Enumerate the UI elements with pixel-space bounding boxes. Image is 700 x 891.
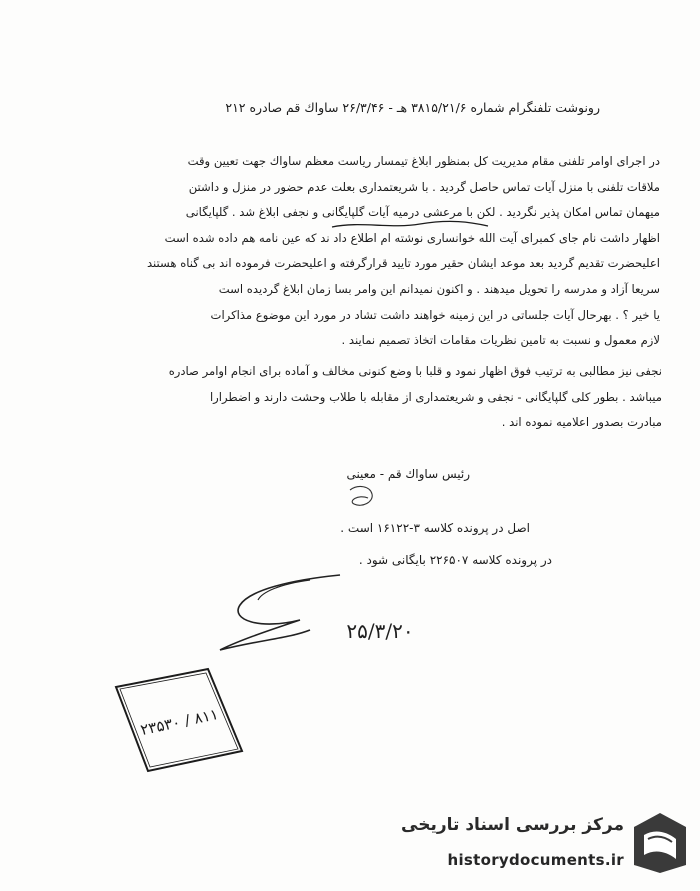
paragraph-2 (28, 359, 662, 436)
archive-stamp (108, 665, 248, 775)
paragraph-1-line: سریعا آزاد و مدرسه را تحویل میدهند . و اکنون نمیدانم این وامر بسا زمان ابلاغ گردیده است (218, 281, 660, 296)
paragraph-1-line: در اجرای اوامر تلفنی مقام مدیریت کل بمنظور ابلاغ تیمسار ریاست معظم ساواك جهت تعیین وقت (187, 154, 660, 168)
stamp-text: ۲۳۵۳۰ / ۸۱۱ (138, 705, 220, 740)
paragraph-1-line: اعلیحضرت تقدیم گردید بعد موعد ایشان حقیر مورد تایید قرارگرفته و اعلیحضرت فرموده اند بی گناه هستند (146, 256, 660, 271)
reference-line-2: در پرونده کلاسه ۲۲۶۵۰۷ بایگانی شود . (358, 553, 552, 567)
paragraph-1-line: اظهار داشت نام جای کمبرای آیت الله خوانساری نوشته ام اطلاع داد ند که عین نامه هم داده شده است (164, 230, 660, 245)
paragraph-1-line: یا خیر ؟ . بهرحال آیات جلساتی در این زمینه خواهند داشت تشاد در مورد این موضوع مذاکرات (210, 307, 660, 322)
paragraph-2-line: نجفی نیز مطالبی به ترتیب فوق اظهار نمود و قلبا با وضع کنونی مخالف و آماده برای انجام اوامر صادره (168, 364, 662, 378)
paragraph-2-line: مبادرت بصدور اعلامیه نموده اند . (501, 415, 662, 430)
paragraph-1 (30, 149, 660, 354)
document-title: رونوشت تلفنگرام شماره ۳۸۱۵/۲۱/۶ هـ - ۲۶/۳/۴۶ ساواك قم صادره ۲۱۲ (225, 100, 600, 115)
paragraph-1-line: لازم معمول و نسبت به تامین نظریات مقامات اتخاذ تصمیم نمایند . (341, 333, 660, 348)
paragraph-1-line: ملاقات تلفنی با منزل آیات تماس حاصل گردید . با شریعتمداری بعلت عدم حضور در منزل و داشتن (188, 179, 660, 194)
paragraph-1-line: میهمان تماس امکان پذیر نگردید . لکن با مرعشی درمیه آیات گلپایگانی و نجفی ابلاغ شد . گلپایگانی (185, 205, 660, 220)
signature-line: رئیس ساواك قم - معینی (346, 467, 470, 481)
reference-line-1: اصل در پرونده کلاسه ۳-۱۶۱۲۲ است . (340, 521, 530, 535)
handwritten-underline (330, 219, 490, 231)
handwritten-signature-scribble (200, 480, 460, 670)
paragraph-2-line: میباشد . بطور کلی گلپایگانی - نجفی و شریعتمداری از مقابله با طلاب وحشت دارند و اضطرارا (209, 389, 662, 404)
handwritten-date: ۲۵/۳/۲۰ (346, 619, 414, 643)
watermark-title: مرکز بررسی اسناد تاریخی (401, 815, 624, 835)
watermark-url: historydocuments.ir (447, 851, 624, 869)
watermark (360, 805, 690, 885)
book-logo-icon (630, 809, 690, 877)
